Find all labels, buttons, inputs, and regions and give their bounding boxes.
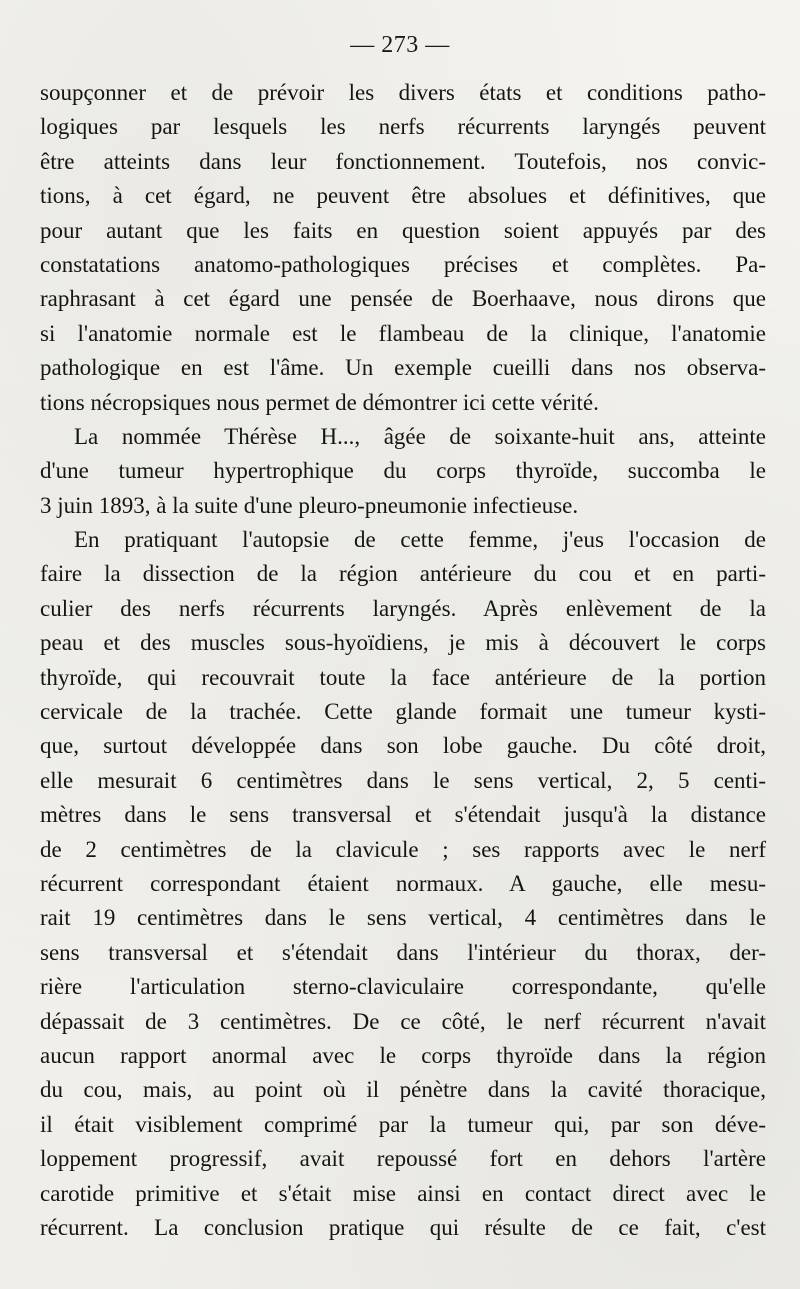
text-line: dépassait de 3 centimètres. De ce côté, le nerf récurrent n'avait: [40, 1008, 766, 1034]
text-line: de 2 centimètres de la clavicule ; ses rapports avec le nerf: [40, 836, 766, 862]
text-line: d'une tumeur hypertrophique du corps thyroïde, succomba le: [40, 458, 766, 484]
text-line: tions nécropsiques nous permet de démontrer ici cette vérité.: [40, 389, 599, 415]
text-line: logiques par lesquels les nerfs récurrents laryngés peuvent: [40, 114, 766, 140]
text-line: du cou, mais, au point où il pénètre dans la cavité thoracique,: [40, 1077, 766, 1103]
text-line: En pratiquant l'autopsie de cette femme, j'eus l'occasion de: [74, 527, 766, 553]
text-line: si l'anatomie normale est le flambeau de la clinique, l'anatomie: [40, 320, 766, 346]
text-line: être atteints dans leur fonctionnement. Toutefois, nos convic-: [40, 148, 766, 174]
text-line: rière l'articulation sterno-claviculaire correspondante, qu'elle: [40, 974, 766, 1000]
text-line: pathologique en est l'âme. Un exemple cueilli dans nos observa-: [40, 355, 766, 381]
text-line: cervicale de la trachée. Cette glande formait une tumeur kysti-: [40, 699, 766, 725]
text-line: aucun rapport anormal avec le corps thyroïde dans la région: [40, 1042, 766, 1068]
page-number: — 273 —: [350, 32, 450, 58]
text-line: thyroïde, qui recouvrait toute la face antérieure de la portion: [40, 664, 766, 690]
text-line: que, surtout développée dans son lobe gauche. Du côté droit,: [40, 733, 766, 759]
text-line: faire la dissection de la région antérieure du cou et en parti-: [40, 561, 766, 587]
text-line: 3 juin 1893, à la suite d'une pleuro-pneumonie infectieuse.: [40, 492, 579, 518]
text-line: soupçonner et de prévoir les divers états et conditions patho-: [40, 80, 766, 105]
text-line: tions, à cet égard, ne peuvent être absolues et définitives, que: [40, 183, 766, 209]
text-line: sens transversal et s'étendait dans l'intérieur du thorax, der-: [40, 939, 766, 965]
text-line: constatations anatomo-pathologiques précises et complètes. Pa-: [40, 251, 766, 277]
text-line: culier des nerfs récurrents laryngés. Après enlèvement de la: [40, 595, 766, 621]
text-line: rait 19 centimètres dans le sens vertical, 4 centimètres dans le: [40, 905, 766, 931]
text-line: raphrasant à cet égard une pensée de Boerhaave, nous dirons que: [40, 286, 766, 312]
text-line: loppement progressif, avait repoussé fort en dehors l'artère: [40, 1146, 766, 1172]
text-line: carotide primitive et s'était mise ainsi en contact direct avec le: [40, 1180, 766, 1206]
text-line: mètres dans le sens transversal et s'étendait jusqu'à la distance: [40, 802, 766, 828]
text-line: peau et des muscles sous-hyoïdiens, je mis à découvert le corps: [40, 630, 766, 656]
text-line: elle mesurait 6 centimètres dans le sens vertical, 2, 5 centi-: [40, 767, 766, 793]
text-line: récurrent correspondant étaient normaux. A gauche, elle mesu-: [40, 870, 766, 896]
text-line: pour autant que les faits en question soient appuyés par des: [40, 217, 766, 243]
text-line: il était visiblement comprimé par la tumeur qui, par son déve-: [40, 1111, 766, 1137]
text-line: récurrent. La conclusion pratique qui résulte de ce fait, c'est: [40, 1214, 766, 1240]
body-text: [40, 76, 766, 1245]
text-line: La nommée Thérèse H..., âgée de soixante-huit ans, atteinte: [74, 423, 766, 449]
